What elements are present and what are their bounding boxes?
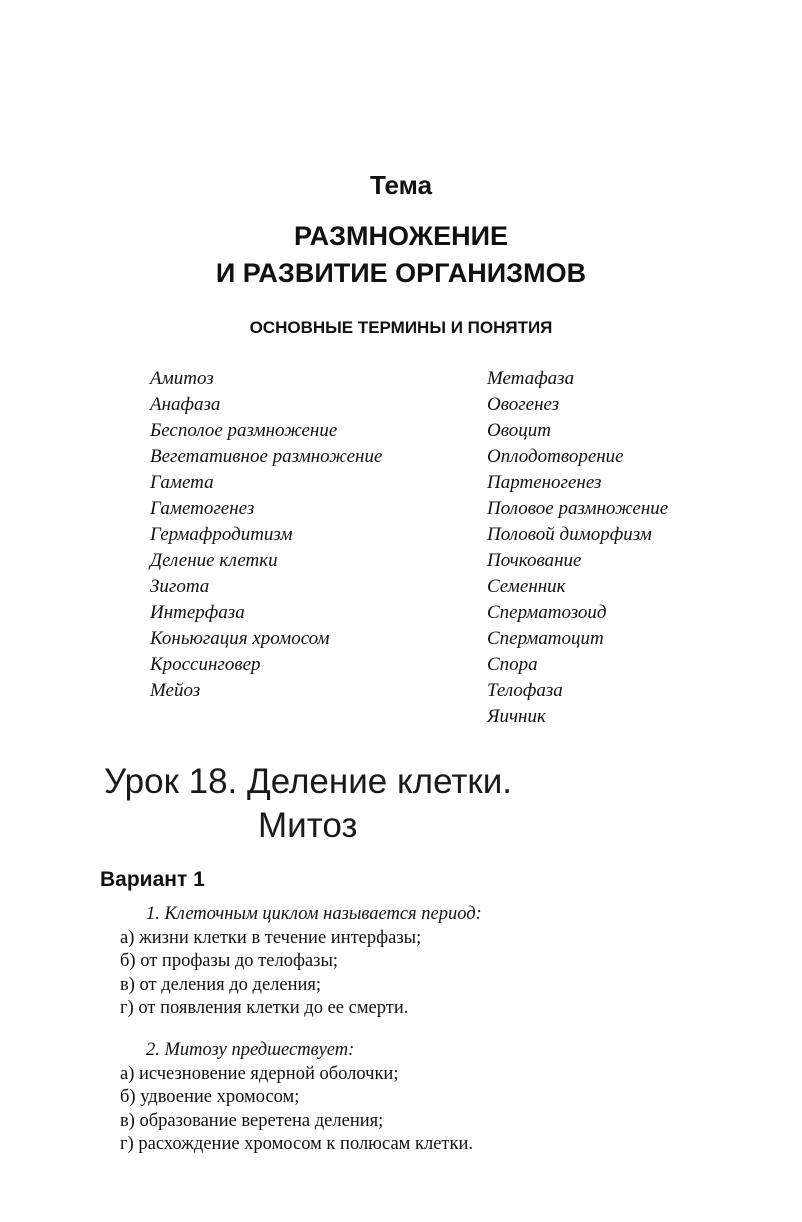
term-item: Овоцит <box>487 420 551 441</box>
term-item: Вегетативное размножение <box>150 446 383 467</box>
topic-title-line1: РАЗМНОЖЕНИЕ <box>293 221 508 251</box>
term-item: Коньюгация хромосом <box>150 628 330 649</box>
answer-option: б) от профазы до телофазы; <box>120 951 339 971</box>
term-item: Овогенез <box>487 394 560 415</box>
terms-list-right <box>487 366 668 730</box>
question-1 <box>120 903 482 1021</box>
term-item: Половое размножение <box>487 498 669 519</box>
term-item: Мейоз <box>150 680 201 701</box>
term-item: Сперматозоид <box>487 602 607 623</box>
lesson-heading <box>104 760 512 848</box>
term-item: Интерфаза <box>150 602 245 623</box>
answer-option: г) от появления клетки до ее смерти. <box>120 998 409 1018</box>
term-item: Метафаза <box>487 368 575 389</box>
answer-option: а) исчезновение ядерной оболочки; <box>120 1063 399 1084</box>
term-item: Половой диморфизм <box>487 524 652 545</box>
terms-heading: ОСНОВНЫЕ ТЕРМИНЫ И ПОНЯТИЯ <box>249 318 553 337</box>
answer-option: б) удвоение хромосом; <box>120 1087 300 1107</box>
answer-option: а) жизни клетки в течение интерфазы; <box>120 927 422 948</box>
term-item: Гаметогенез <box>150 498 255 519</box>
variant-heading: Вариант 1 <box>100 868 205 891</box>
term-item: Семенник <box>487 576 566 597</box>
term-item: Гамета <box>150 472 214 493</box>
term-item: Гермафродитизм <box>150 524 293 545</box>
terms-list-left <box>150 366 382 704</box>
term-item: Кроссинговер <box>150 654 261 675</box>
term-item: Зигота <box>150 576 210 597</box>
term-item: Амитоз <box>150 368 214 389</box>
question-title: 1. Клеточным циклом называется период: <box>146 904 482 924</box>
topic-title-line2: И РАЗВИТИЕ ОРГАНИЗМОВ <box>215 258 587 288</box>
answer-option: в) образование веретена деления; <box>120 1110 384 1131</box>
term-item: Почкование <box>487 550 582 571</box>
question-title: 2. Митозу предшествует: <box>146 1040 355 1060</box>
term-item: Спора <box>487 654 538 675</box>
term-item: Деление клетки <box>150 550 278 571</box>
question-2 <box>120 1039 473 1157</box>
term-item: Партеногенез <box>487 472 602 493</box>
answer-option: г) расхождение хромосом к полюсам клетки. <box>120 1134 474 1154</box>
term-item: Оплодотворение <box>487 446 624 467</box>
term-item: Телофаза <box>487 680 563 701</box>
answer-option: в) от деления до деления; <box>120 974 322 995</box>
lesson-heading-line1: Урок 18. Деление клетки. <box>104 762 513 801</box>
topic-title <box>0 218 802 292</box>
term-item: Бесполое размножение <box>150 420 338 441</box>
term-item: Анафаза <box>150 394 221 415</box>
lesson-heading-line2: Митоз <box>258 806 358 845</box>
term-item: Сперматоцит <box>487 628 604 649</box>
topic-label: Тема <box>369 170 433 200</box>
term-item: Яичник <box>487 706 546 727</box>
